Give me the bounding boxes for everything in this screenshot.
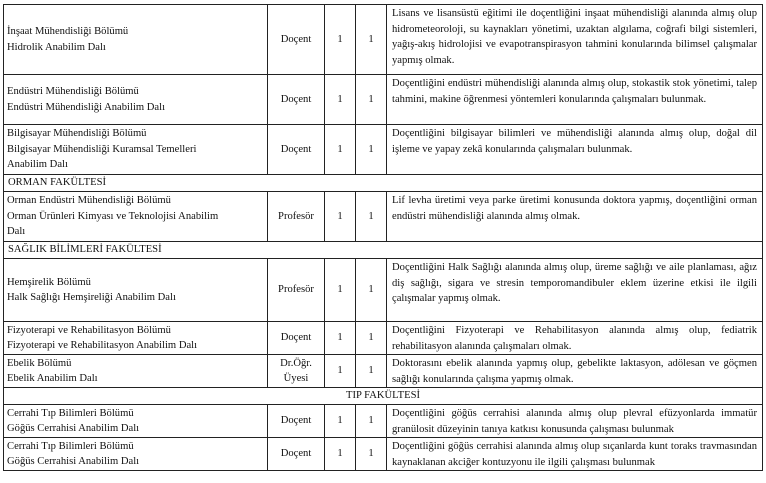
- table-row: [4, 259, 763, 322]
- faculty-heading: SAĞLIK BİLİMLERİ FAKÜLTESİ: [4, 242, 763, 259]
- department-line: Cerrahi Tıp Bilimleri Bölümü: [7, 407, 134, 419]
- department-line: Hidrolik Anabilim Dalı: [7, 41, 106, 53]
- position-count-cell: 1: [325, 192, 356, 242]
- department-cell: [4, 125, 268, 175]
- department-cell: [4, 5, 268, 75]
- department-line: Halk Sağlığı Hemşireliği Anabilim Dalı: [7, 292, 176, 303]
- department-line: Fizyoterapi ve Rehabilitasyon Anabilim Dalı: [7, 340, 198, 351]
- faculty-positions-table: [3, 4, 763, 471]
- department-line: Endüstri Mühendisliği Bölümü: [7, 86, 139, 97]
- faculty-heading: TIP FAKÜLTESİ: [4, 388, 763, 405]
- department-line: Göğüs Cerrahisi Anabilim Dalı: [7, 423, 140, 434]
- faculty-section-row: [4, 388, 763, 405]
- requirements-cell: Doçentliğini göğüs cerrahisi alanında almış olup plevral efüzyonlarda immatür granülosit düzeyinin tanıya katkısı konusunda çalışması bulunmak: [387, 405, 763, 438]
- position-count-cell: 1: [325, 259, 356, 322]
- department-line: Orman Ürünleri Kimyası ve Teknolojisi Anabilim: [7, 210, 219, 222]
- department-cell: [4, 405, 268, 438]
- requirements-cell: Doçentliğini bilgisayar bilimleri ve mühendisliği alanında almış olup, doğal dil işleme ve yapay zekâ konularında çalışmaları bulunmak.: [387, 125, 763, 175]
- requirements-cell: Doçentliğini göğüs cerrahisi alanında almış olup sıçanlarda kunt toraks travmasından kaynaklanan akciğer kontuzyonu ile ilgili çalışması bulunmak: [387, 438, 763, 471]
- department-line: Dalı: [7, 226, 26, 238]
- position-count-cell: 1: [325, 322, 356, 355]
- position-count-cell: 1: [325, 438, 356, 471]
- table-row: [4, 355, 763, 388]
- faculty-section-row: [4, 242, 763, 259]
- department-line: Anabilim Dalı: [7, 159, 68, 171]
- department-line: İnşaat Mühendisliği Bölümü: [7, 26, 129, 37]
- department-line: Orman Endüstri Mühendisliği Bölümü: [7, 195, 171, 207]
- department-cell: [4, 259, 268, 322]
- position-count-cell: 1: [356, 192, 387, 242]
- position-count-cell: 1: [356, 259, 387, 322]
- requirements-cell: Doçentliğini endüstri mühendisliği alanında almış olup, stokastik stok yönetimi, talep tahmini, makine öğrenmesi yöntemleri konularında çalışmaları bulunmak.: [387, 75, 763, 125]
- table-row: [4, 125, 763, 175]
- academic-title-cell: Profesör: [268, 192, 325, 242]
- position-count-cell: 1: [325, 125, 356, 175]
- position-count-cell: 1: [325, 75, 356, 125]
- requirements-cell: Lisans ve lisansüstü eğitimi ile doçentliğini inşaat mühendisliği alanında almış olup hidrometeoroloji, su kaynakları yönetimi, uzaktan algılama, coğrafi bilgi sistemleri, yağış-akış hidrolojisi ve evapotranspirasyon tahmini konularında bilimsel çalışmalar yapmış olmak.: [387, 5, 763, 75]
- department-line: Hemşirelik Bölümü: [7, 276, 91, 288]
- faculty-heading: ORMAN FAKÜLTESİ: [4, 175, 763, 192]
- department-line: Endüstri Mühendisliği Anabilim Dalı: [7, 101, 166, 113]
- department-line: Bilgisayar Mühendisliği Bölümü: [7, 128, 147, 140]
- table-row: [4, 438, 763, 471]
- requirements-cell: Doçentliğini Fizyoterapi ve Rehabilitasyon alanında almış olup, fediatrik rehabilitasyon alanında çalışmaları olmak.: [387, 322, 763, 355]
- department-cell: [4, 355, 268, 388]
- position-count-cell: 1: [356, 75, 387, 125]
- position-count-cell: 1: [325, 355, 356, 388]
- requirements-cell: Doçentliğini Halk Sağlığı alanında almış olup, üreme sağlığı ve aile planlaması, ağız diş sağlığı, sigara ve stresin temporomandibuler eklem üzerine etkisi ile ilgili çalışmalar yapmış olmak.: [387, 259, 763, 322]
- department-line: Cerrahi Tıp Bilimleri Bölümü: [7, 440, 134, 452]
- academic-title-cell: Doçent: [268, 438, 325, 471]
- table-row: [4, 322, 763, 355]
- academic-title-cell: Doçent: [268, 125, 325, 175]
- academic-title-cell: Profesör: [268, 259, 325, 322]
- department-cell: [4, 192, 268, 242]
- department-cell: [4, 322, 268, 355]
- table-row: [4, 75, 763, 125]
- table-row: [4, 192, 763, 242]
- academic-title-cell: Doçent: [268, 405, 325, 438]
- position-count-cell: 1: [356, 355, 387, 388]
- position-count-cell: 1: [356, 405, 387, 438]
- position-count-cell: 1: [356, 438, 387, 471]
- department-line: Bilgisayar Mühendisliği Kuramsal Temelleri: [7, 143, 197, 155]
- position-count-cell: 1: [356, 125, 387, 175]
- department-cell: [4, 438, 268, 471]
- position-count-cell: 1: [356, 322, 387, 355]
- position-count-cell: 1: [356, 5, 387, 75]
- department-line: Fizyoterapi ve Rehabilitasyon Bölümü: [7, 324, 171, 336]
- academic-title-cell: Doçent: [268, 322, 325, 355]
- requirements-cell: Doktorasını ebelik alanında yapmış olup, gebelikte laktasyon, adölesan ve göçmen sağlığı konularında çalışma yapmış olmak.: [387, 355, 763, 388]
- department-cell: [4, 75, 268, 125]
- position-count-cell: 1: [325, 5, 356, 75]
- table-row: [4, 405, 763, 438]
- department-line: Ebelik Anabilim Dalı: [7, 373, 98, 384]
- academic-title-cell: Dr.Öğr. Üyesi: [268, 355, 325, 388]
- department-line: Göğüs Cerrahisi Anabilim Dalı: [7, 456, 140, 467]
- academic-title-cell: Doçent: [268, 5, 325, 75]
- faculty-section-row: [4, 175, 763, 192]
- position-count-cell: 1: [325, 405, 356, 438]
- academic-title-cell: Doçent: [268, 75, 325, 125]
- department-line: Ebelik Bölümü: [7, 357, 72, 369]
- requirements-cell: Lif levha üretimi veya parke üretimi konusunda doktora yapmış, doçentliğini orman endüstri mühendisliği alanında almış olmak.: [387, 192, 763, 242]
- table-row: [4, 5, 763, 75]
